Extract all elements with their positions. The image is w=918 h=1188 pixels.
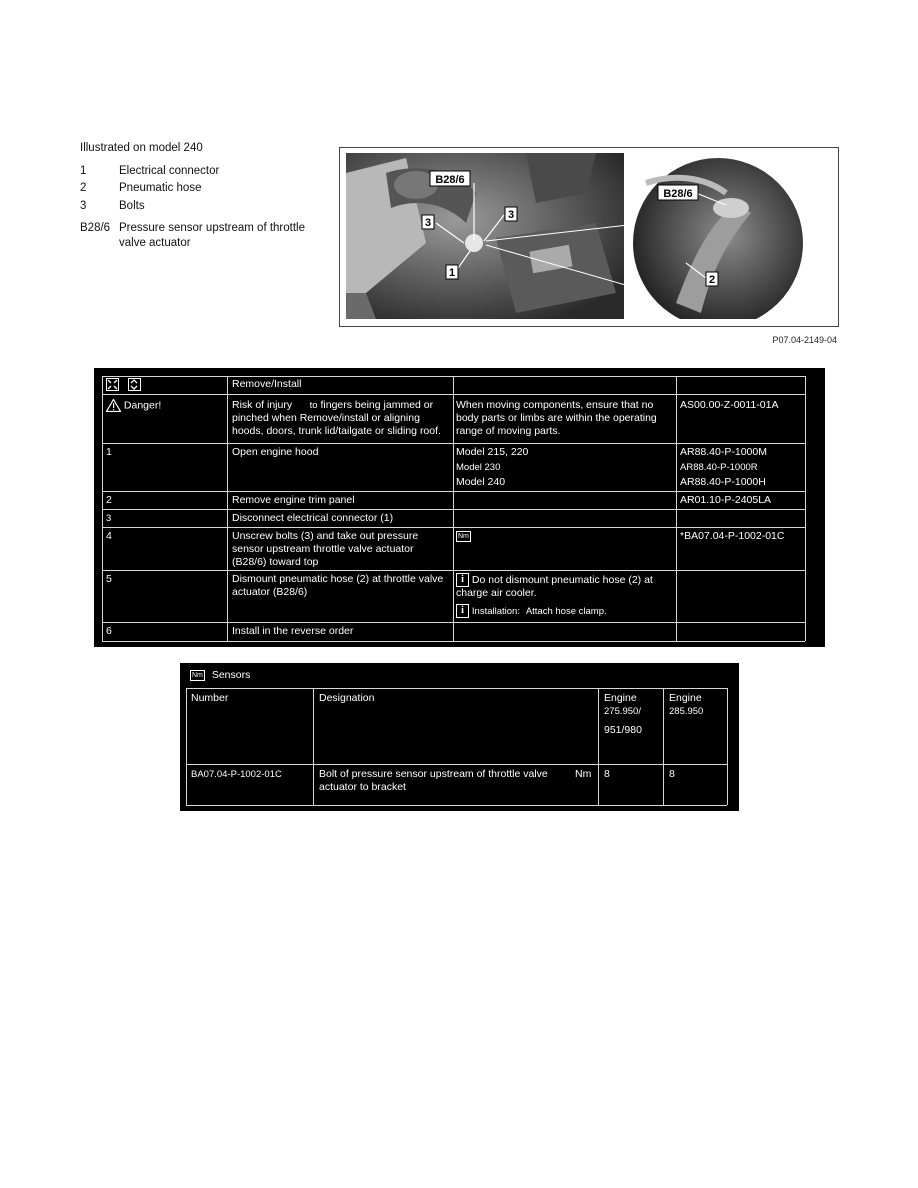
step-action: Open engine hood xyxy=(232,446,319,458)
legend-text: Pressure sensor upstream of throttle valve actuator xyxy=(119,222,305,249)
procedure-header: Remove/Install xyxy=(232,378,302,390)
torque-table xyxy=(180,663,739,811)
label-2: 2 xyxy=(708,274,716,286)
legend-number: 1 xyxy=(80,165,87,177)
torque-unit: Nm xyxy=(575,768,592,780)
nm-icon: Nm xyxy=(458,532,469,540)
legend-text: Electrical connector xyxy=(119,165,220,177)
step-reference[interactable]: *BA07.04-P-1002-01C xyxy=(680,530,785,542)
legend-number: 3 xyxy=(80,200,87,212)
label-3: 3 xyxy=(507,209,515,221)
torque-value: 8 xyxy=(604,768,610,780)
step-number: 5 xyxy=(106,573,112,585)
label-b28-6: B28/6 xyxy=(663,188,693,200)
step-action: Dismount pneumatic hose (2) at throttle valve actuator (B28/6) xyxy=(232,573,444,598)
info-icon: i xyxy=(456,573,469,587)
engine-photo-illustration xyxy=(346,153,832,319)
legend-number: B28/6 xyxy=(80,222,111,234)
remove-install-icons xyxy=(106,378,142,395)
procedure-table xyxy=(94,368,825,647)
danger-label: Danger! xyxy=(123,399,162,412)
label-3: 3 xyxy=(424,217,432,229)
column-header-engine-code: 285.950 xyxy=(669,706,704,717)
installation-text: Attach hose clamp. xyxy=(525,605,607,617)
step-number: 4 xyxy=(106,530,112,542)
step-number: 3 xyxy=(106,513,112,524)
danger-reference[interactable]: AS00.00-Z-0011-01A xyxy=(680,399,779,411)
torque-designation: Bolt of pressure sensor upstream of throttle valve actuator to bracket xyxy=(319,768,548,793)
danger-text xyxy=(232,399,448,438)
danger-text-a: Risk of injury xyxy=(232,399,293,411)
torque-value: 8 xyxy=(669,768,675,780)
step-note: Model 240 xyxy=(456,476,506,488)
column-header-engine-code: 275.950/ xyxy=(604,706,641,717)
nm-icon: Nm xyxy=(192,671,203,679)
danger-note: When moving components, ensure that no body parts or limbs are within the operating range of moving parts. xyxy=(456,399,657,437)
step-reference[interactable]: AR88.40-P-1000H xyxy=(680,476,766,488)
legend-text: Bolts xyxy=(119,200,145,212)
label-1: 1 xyxy=(448,267,456,279)
column-header-engine-code: 951/980 xyxy=(604,724,642,736)
column-header-engine: Engine xyxy=(669,692,702,704)
legend-number: 2 xyxy=(80,182,87,194)
warning-icon xyxy=(106,399,121,412)
photo-caption: P07.04-2149-04 xyxy=(772,335,837,345)
column-header-engine: Engine xyxy=(604,692,637,704)
step-action: Install in the reverse order xyxy=(232,625,354,637)
step-reference[interactable]: AR88.40-P-1000R xyxy=(680,462,758,473)
step-action: Remove engine trim panel xyxy=(232,494,355,506)
step-note-text: Do not dismount pneumatic hose (2) at charge air cooler. xyxy=(456,573,653,599)
torque-icon[interactable] xyxy=(456,530,471,543)
column-header-number: Number xyxy=(191,692,229,704)
danger-label-container xyxy=(106,399,161,412)
engine-photo xyxy=(339,147,839,327)
step-number: 6 xyxy=(106,625,112,637)
step-note xyxy=(456,573,674,600)
torque-title-text: Sensors xyxy=(211,669,251,681)
step-note: Model 215, 220 xyxy=(456,446,529,458)
step-note: Model 230 xyxy=(456,462,501,473)
step-note xyxy=(456,604,607,618)
step-number: 1 xyxy=(106,446,112,458)
step-reference[interactable]: AR88.40-P-1000M xyxy=(680,446,767,458)
torque-number[interactable]: BA07.04-P-1002-01C xyxy=(191,769,282,780)
installation-label: Installation: xyxy=(471,605,520,617)
legend-title: Illustrated on model 240 xyxy=(80,142,203,154)
step-action: Unscrew bolts (3) and take out pressure sensor upstream throttle valve actuator (B28/6) toward top xyxy=(232,530,419,568)
legend-text: Pneumatic hose xyxy=(119,182,202,194)
info-icon: i xyxy=(456,604,469,618)
step-reference[interactable]: AR01.10-P-2405LA xyxy=(680,494,772,506)
torque-title xyxy=(190,669,250,682)
step-number: 2 xyxy=(106,494,112,506)
label-b28-6: B28/6 xyxy=(435,174,465,186)
danger-text-b: to xyxy=(309,400,318,411)
danger-text-c: fingers being jammed or pinched when Remove/install or aligning hoods, doors, trunk lid/tailgate or sliding roof. xyxy=(232,399,441,437)
column-header-designation: Designation xyxy=(319,692,375,704)
step-action: Disconnect electrical connector (1) xyxy=(232,512,394,524)
